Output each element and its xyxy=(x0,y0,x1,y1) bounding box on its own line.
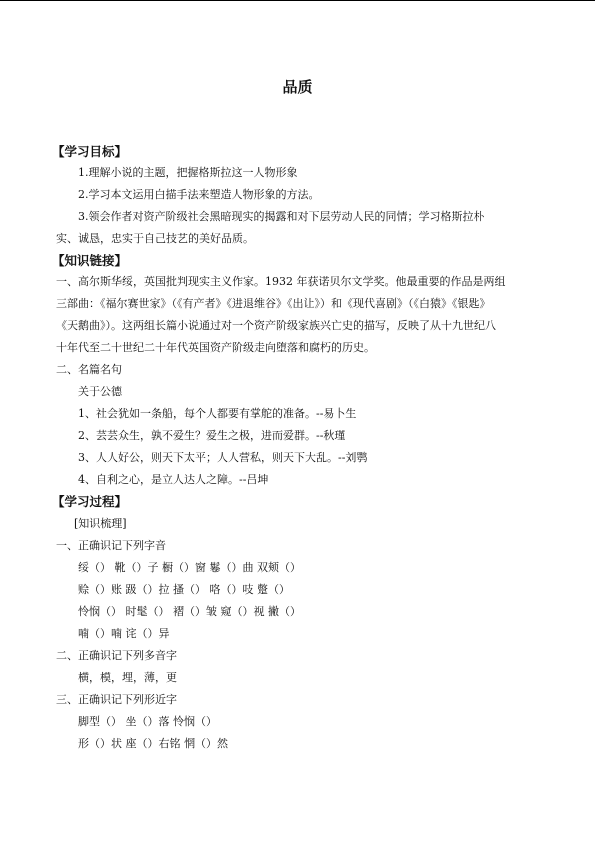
links-paragraph-line: 《天鹅曲》）。这两组长篇小说通过对一个资产阶级家族兴亡史的描写，反映了从十九世纪八 xyxy=(56,319,496,332)
exercise-line: 绥（） 靴（）子 橱（）窗 鬈（）曲 双颊（） xyxy=(78,561,301,574)
links-paragraph-line: 三部曲：《福尔赛世家》（《有产者》《进退维谷》《出让》）和《现代喜剧》（《白猿》《银匙》 xyxy=(56,297,491,310)
exercise-heading: 三、正确识记下列形近字 xyxy=(56,693,177,706)
goal-item: 实、诚恳，忠实于自己技艺的美好品质。 xyxy=(56,232,254,245)
exercise-line: 怜悯（） 时髦（） 褶（）皱 窥（）视 撇（） xyxy=(78,605,301,618)
goal-item: 3.领会作者对资产阶级社会黑暗现实的揭露和对下层劳动人民的同情；学习格斯拉朴 xyxy=(78,210,485,223)
exercise-heading: 一、正确识记下列字音 xyxy=(56,539,166,552)
goal-item: 1.理解小说的主题，把握格斯拉这一人物形象 xyxy=(78,166,298,179)
exercise-line: 喃（）喃 诧（）异 xyxy=(78,627,170,640)
exercise-line: 形（）状 座（）右铭 惘（）然 xyxy=(78,737,228,750)
top-rule xyxy=(0,0,595,1)
goal-item: 2.学习本文运用白描手法来塑造人物形象的方法。 xyxy=(78,188,320,201)
quotes-topic: 关于公德 xyxy=(78,385,122,398)
links-paragraph-line: 一、高尔斯华绥，英国批判现实主义作家。1932 年获诺贝尔文学奖。他最重要的作品是两组 xyxy=(56,275,506,288)
quote-item: 4、自利之心，是立人达人之障。--吕坤 xyxy=(78,473,269,486)
exercise-line: 横，模，埋，薄，更 xyxy=(78,671,177,684)
goals-heading: 【学习目标】 xyxy=(52,144,128,159)
process-heading: 【学习过程】 xyxy=(52,494,128,509)
links-heading: 【知识链接】 xyxy=(52,253,128,268)
knowledge-label: [知识梳理] xyxy=(74,517,127,530)
links-paragraph-line: 十年代至二十世纪二十年代英国资产阶级走向堕落和腐朽的历史。 xyxy=(56,341,375,354)
quote-item: 3、人人好公，则天下太平；人人营私，则天下大乱。--刘鹗 xyxy=(78,451,368,464)
quote-item: 1、社会犹如一条船，每个人都要有掌舵的准备。--易卜生 xyxy=(78,407,357,420)
exercise-line: 脚型（） 坐（）落 怜悯（） xyxy=(78,715,217,728)
exercise-line: 赊（）账 趿（）拉 搔（） 咯（）吱 蹩（） xyxy=(78,583,290,596)
page-title: 品质 xyxy=(282,78,313,96)
quotes-heading: 二、名篇名句 xyxy=(56,363,122,376)
quote-item: 2、芸芸众生，孰不爱生？爱生之极，进而爱群。--秋瑾 xyxy=(78,429,346,442)
exercise-heading: 二、正确识记下列多音字 xyxy=(56,649,177,662)
